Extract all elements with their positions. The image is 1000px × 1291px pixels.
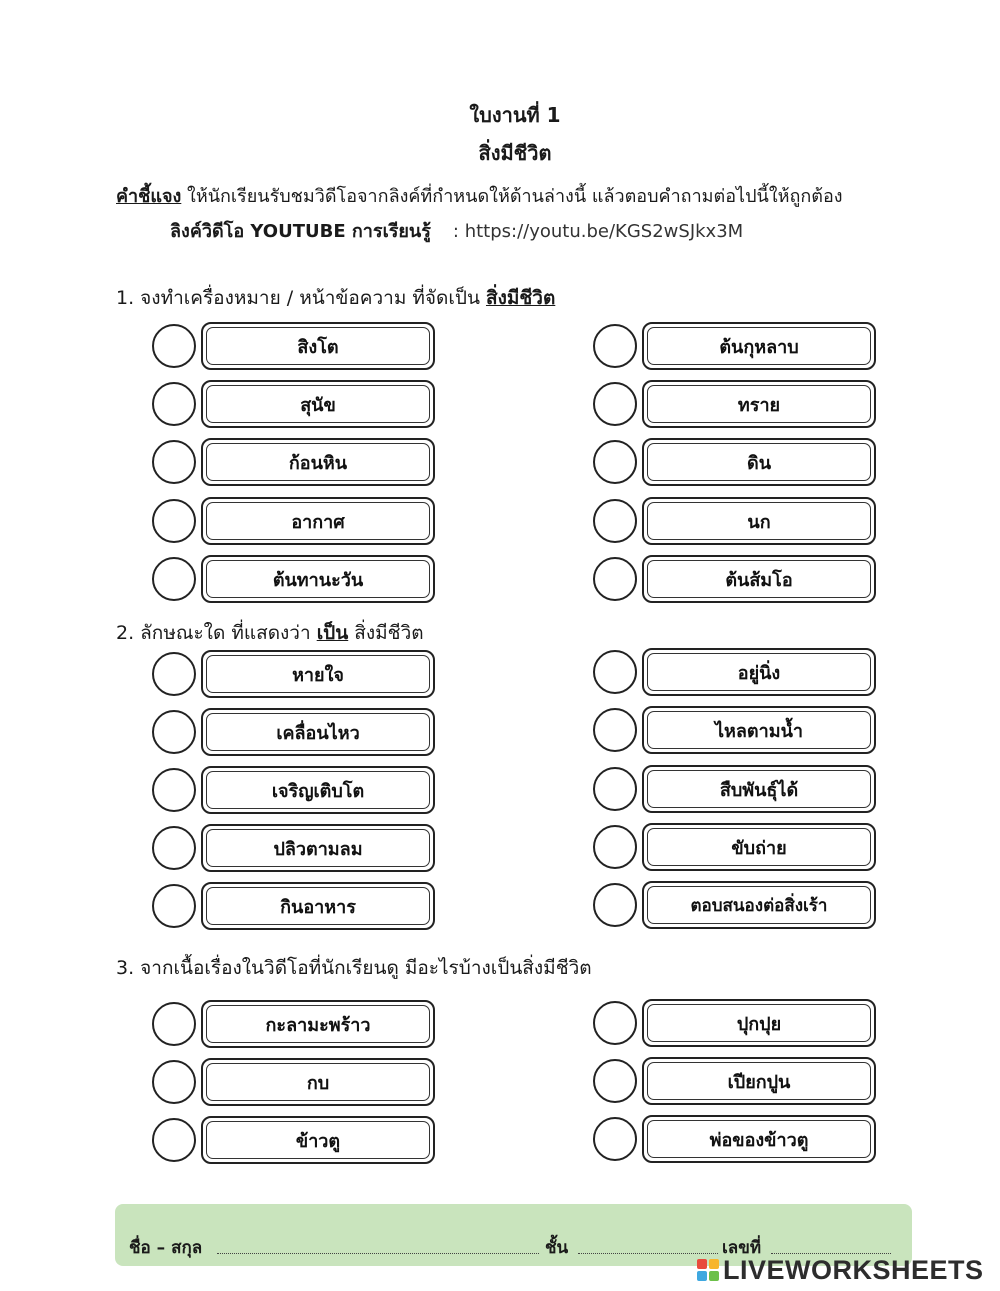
answer-checkbox[interactable] — [593, 1117, 637, 1161]
option-box — [642, 1115, 876, 1163]
question-1 — [116, 283, 555, 313]
option-label: ปลิวตามลม — [206, 829, 430, 867]
question-2-text-after: สิ่งมีชีวิต — [348, 622, 424, 644]
name-label: ชื่อ – สกุล — [129, 1238, 203, 1258]
answer-checkbox[interactable] — [593, 1059, 637, 1103]
question-1-text: 1. จงทำเครื่องหมาย / หน้าข้อความ ที่จัดเป็น — [116, 287, 486, 309]
question-3-text: 3. จากเนื้อเรื่องในวิดีโอที่นักเรียนดู มีอะไรบ้างเป็นสิ่งมีชีวิต — [116, 957, 592, 979]
answer-checkbox[interactable] — [593, 499, 637, 543]
option-box — [642, 881, 876, 929]
option-label: นก — [647, 502, 871, 540]
option-box — [642, 823, 876, 871]
option-label: ปุกปุย — [647, 1004, 871, 1042]
answer-checkbox[interactable] — [593, 324, 637, 368]
option-label: อากาศ — [206, 502, 430, 540]
option-label: สืบพันธุ์ได้ — [647, 770, 871, 808]
option-label: อยู่นิ่ง — [647, 653, 871, 691]
option-box — [642, 322, 876, 370]
option-box — [201, 1116, 435, 1164]
option-label: ต้นทานะวัน — [206, 560, 430, 598]
logo-square — [709, 1271, 719, 1281]
brand-name: LIVEWORKSHEETS — [723, 1254, 984, 1285]
option-label: ดิน — [647, 443, 871, 481]
option-label: ต้นกุหลาบ — [647, 327, 871, 365]
answer-checkbox[interactable] — [593, 883, 637, 927]
option-label: เคลื่อนไหว — [206, 713, 430, 751]
option-label: กินอาหาร — [206, 887, 430, 925]
option-box — [201, 824, 435, 872]
question-2-emphasis: เป็น — [316, 622, 349, 644]
answer-checkbox[interactable] — [593, 440, 637, 484]
option-label: ทราย — [647, 385, 871, 423]
option-box — [201, 882, 435, 930]
option-label: ต้นส้มโอ — [647, 560, 871, 598]
option-label: กะลามะพร้าว — [206, 1005, 430, 1043]
answer-checkbox[interactable] — [593, 1001, 637, 1045]
option-box — [201, 766, 435, 814]
question-3 — [116, 953, 592, 983]
number-label: เลขที่ — [722, 1238, 762, 1258]
answer-checkbox[interactable] — [152, 826, 196, 870]
option-box — [642, 648, 876, 696]
question-2 — [116, 618, 424, 648]
option-label: ก้อนหิน — [206, 443, 430, 481]
option-box — [642, 765, 876, 813]
answer-checkbox[interactable] — [152, 324, 196, 368]
answer-checkbox[interactable] — [152, 710, 196, 754]
logo-square — [697, 1271, 707, 1281]
option-box — [201, 438, 435, 486]
liveworksheets-logo-icon — [697, 1259, 719, 1281]
logo-square — [709, 1259, 719, 1269]
option-box — [642, 555, 876, 603]
option-label: ข้าวตู — [206, 1121, 430, 1159]
answer-checkbox[interactable] — [593, 708, 637, 752]
instruction — [116, 181, 843, 210]
class-label: ชั้น — [545, 1238, 569, 1258]
answer-checkbox[interactable] — [152, 768, 196, 812]
option-box — [642, 497, 876, 545]
option-box — [642, 999, 876, 1047]
video-link-url[interactable]: : https://youtu.be/KGS2wSJkx3M — [452, 221, 744, 242]
answer-checkbox[interactable] — [593, 767, 637, 811]
option-box — [642, 1057, 876, 1105]
answer-checkbox[interactable] — [152, 1060, 196, 1104]
option-box — [642, 438, 876, 486]
name-input-line[interactable] — [217, 1253, 539, 1254]
answer-checkbox[interactable] — [593, 825, 637, 869]
worksheet-title: ใบงานที่ 1 — [469, 103, 561, 127]
video-link-row — [170, 216, 743, 245]
option-label: เปียกปูน — [647, 1062, 871, 1100]
option-box — [201, 1000, 435, 1048]
option-box — [201, 380, 435, 428]
option-box — [201, 708, 435, 756]
option-label: ตอบสนองต่อสิ่งเร้า — [647, 886, 871, 924]
option-label: เจริญเติบโต — [206, 771, 430, 809]
answer-checkbox[interactable] — [152, 382, 196, 426]
option-box — [201, 322, 435, 370]
answer-checkbox[interactable] — [152, 652, 196, 696]
answer-checkbox[interactable] — [593, 650, 637, 694]
option-box — [642, 706, 876, 754]
answer-checkbox[interactable] — [152, 884, 196, 928]
instruction-text: ให้นักเรียนรับชมวิดีโอจากลิงค์ที่กำหนดให้ด้านล่างนี้ แล้วตอบคำถามต่อไปนี้ให้ถูกต้อง — [181, 186, 843, 207]
option-box — [201, 650, 435, 698]
video-link-label: ลิงค์วิดีโอ YOUTUBE การเรียนรู้ — [170, 221, 431, 242]
answer-checkbox[interactable] — [152, 499, 196, 543]
answer-checkbox[interactable] — [152, 440, 196, 484]
answer-checkbox[interactable] — [593, 557, 637, 601]
answer-checkbox[interactable] — [152, 1002, 196, 1046]
option-label: สุนัข — [206, 385, 430, 423]
option-box — [201, 1058, 435, 1106]
option-label: สิงโต — [206, 327, 430, 365]
liveworksheets-brand — [697, 1254, 984, 1286]
answer-checkbox[interactable] — [152, 557, 196, 601]
instruction-label: คำชี้แจง — [116, 186, 182, 207]
option-box — [642, 380, 876, 428]
answer-checkbox[interactable] — [593, 382, 637, 426]
answer-checkbox[interactable] — [152, 1118, 196, 1162]
option-label: พ่อของข้าวตู — [647, 1120, 871, 1158]
worksheet-subtitle: สิ่งมีชีวิต — [478, 141, 552, 165]
question-2-text: 2. ลักษณะใด ที่แสดงว่า — [116, 622, 317, 644]
option-box — [201, 497, 435, 545]
logo-square — [697, 1259, 707, 1269]
question-1-emphasis: สิ่งมีชีวิต — [485, 287, 556, 309]
option-label: ขับถ่าย — [647, 828, 871, 866]
option-label: หายใจ — [206, 655, 430, 693]
option-box — [201, 555, 435, 603]
option-label: ไหลตามน้ำ — [647, 711, 871, 749]
option-label: กบ — [206, 1063, 430, 1101]
